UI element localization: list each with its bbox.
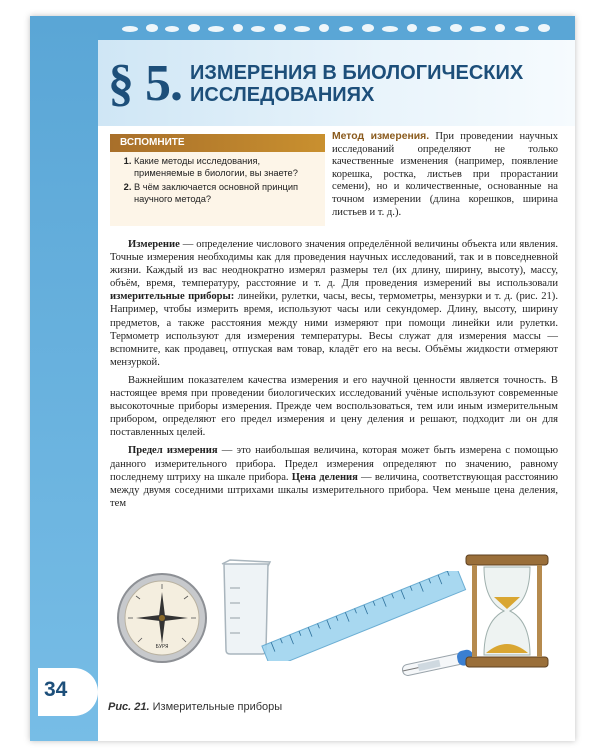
intro-run-in-heading: Метод измерения. bbox=[332, 131, 430, 142]
paragraph-text: — величина, соответствующая расстоянию между двумя соседними штрихами шкалы измерительного прибора. Чем меньше цена деления, тем bbox=[110, 471, 558, 509]
paragraph-measurement bbox=[110, 238, 558, 369]
paragraph-text: — это наибольшая величина, которая может быть измерена с помощью данного измерительного прибора. Предел измерения определяют по значению, равному последнему штриху на шкале прибора. bbox=[110, 445, 558, 483]
gauge-label: БУРЯ bbox=[155, 644, 169, 650]
caption-label: Рис. 21. bbox=[108, 701, 150, 713]
textbook-page bbox=[30, 16, 575, 741]
recall-header: ВСПОМНИТЕ bbox=[110, 134, 325, 152]
term-measurement: Измерение bbox=[128, 239, 180, 250]
page-number: 34 bbox=[44, 678, 68, 701]
section-title bbox=[190, 62, 523, 106]
page-number-tab bbox=[38, 668, 98, 716]
left-decor-bar bbox=[30, 16, 98, 741]
term-division: Цена деления bbox=[291, 471, 358, 483]
paragraph-text: линейки, рулетки, часы, весы, термометры, мензурки и т. д. (рис. 21). Например, чтобы измерить время, используют часы или секундомер. Длину, высоту, ширину предметов, а также расстояния между ними измеряют при помощи линейки или рулетки. Термометр используют для измерения температуры. Весы служат для измерения массы — вспомните, как продавец, отпуская вам товар, кладёт его на весы. Объёмы жидкости отмеряют мензуркой. bbox=[110, 291, 558, 368]
figure-caption bbox=[108, 701, 282, 713]
section-title-line2: ИССЛЕДОВАНИЯХ bbox=[190, 84, 375, 106]
term-limit: Предел измерения bbox=[128, 445, 218, 457]
section-title-line1: ИЗМЕРЕНИЯ В БИОЛОГИЧЕСКИХ bbox=[190, 62, 524, 84]
top-decor-bar bbox=[30, 16, 575, 40]
animal-silhouettes-decor bbox=[120, 19, 560, 37]
caption-text: Измерительные приборы bbox=[149, 701, 283, 713]
intro-text: При проведении научных исследований определяют не только качественные изменения (например, появление корешка, ростка, листьев при прорастании семени), но и количественные, основанные на точном измерении (длина корешков, ширина листьев и т. д.). bbox=[332, 131, 558, 218]
recall-item: 2. В чём заключается основной принцип научного метода? bbox=[134, 182, 319, 205]
intro-paragraph bbox=[332, 131, 558, 219]
recall-box bbox=[110, 134, 325, 226]
paragraph-text: — определение числового значения определённой величины объекта или явления. Точные измерения необходимы как для проведения научных исследований, так и в повседневной жизни. Каждый из вас неоднократно измерял размеры тел (их длину, ширину, высоту), массу, объём, время, температуру, расстояние и т. д. Для проведения измерений вы использовали bbox=[110, 239, 558, 290]
paragraph-limit bbox=[110, 444, 558, 509]
barometer-image bbox=[116, 556, 208, 674]
body-text bbox=[110, 238, 558, 510]
recall-item: 1. Какие методы исследования, применяемые в биологии, вы знаете? bbox=[134, 156, 319, 179]
term-instruments: измерительные приборы: bbox=[110, 291, 235, 303]
hourglass-image bbox=[462, 551, 552, 671]
section-number: § 5. bbox=[108, 55, 182, 112]
paragraph-accuracy: Важнейшим показателем качества измерения и его научной ценности является точность. В настоящее время при проведении биологических исследований учёные используют современные высокоточные приборы измерения. Прежде чем воспользоваться, тем или иным измерительным прибором, определяют его предел измерения и цену деления и решают, подходит ли он для поставленных целей. bbox=[110, 374, 558, 439]
recall-list bbox=[110, 156, 325, 205]
